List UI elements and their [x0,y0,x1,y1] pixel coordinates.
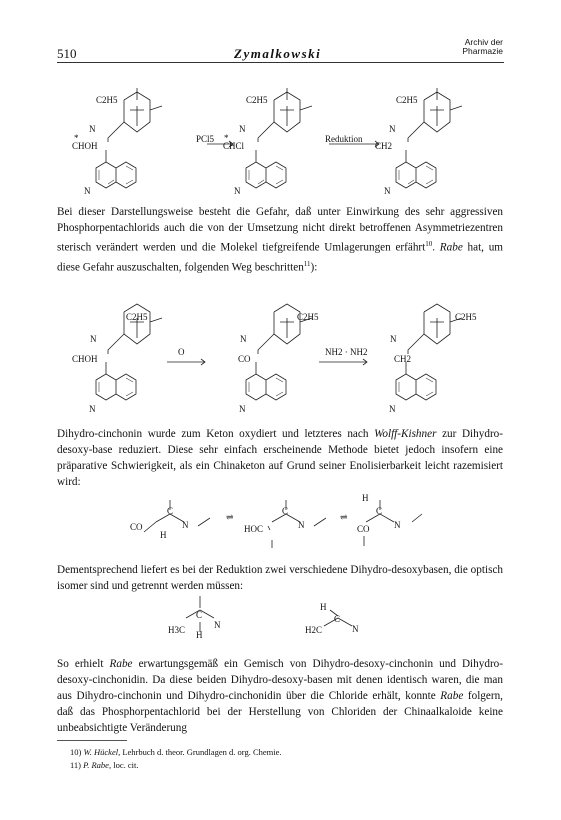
footnote-10 [70,746,282,758]
quinoline-n-2: N [234,186,241,196]
quinoline-n-3: N [384,186,391,196]
footnote-10-number: 10) [70,747,82,757]
paragraph-3 [57,562,503,594]
paragraph-3-text: Dementsprechend liefert es bei der Reduktion zwei verschiedene Dihydro-desoxybasen, die optisch isomer sind und getrennt werden müssen: [57,564,503,592]
mol1-substituent: CHOH [72,141,98,151]
s3-mid-c: C [282,506,289,516]
footnote-11 [70,759,138,771]
name-rabe: Rabe [439,241,463,254]
header-rule [57,62,504,63]
s2-mol2-substituent: CO [238,354,251,364]
s2-mol1-n: N [90,334,97,344]
mol1-ethyl: C2H5 [96,95,118,105]
quinoline-n-1: N [84,186,91,196]
journal-line-2: Pharmazie [462,46,503,56]
s4-left-h3c: H3C [168,625,186,635]
mol1-n: N [89,124,96,134]
name-wolff-kishner: Wolff-Kishner [374,428,437,440]
reaction-arrow-3 [167,359,205,365]
paragraph-2 [57,426,503,490]
s2-mol3-n: N [390,334,397,344]
s2-mol3-substituent: CH2 [394,354,412,364]
s3-right-c: C [376,506,383,516]
s3-mid-n: N [298,520,305,530]
mol3-n: N [389,124,396,134]
s2-mol1-ethyl: C2H5 [126,312,148,322]
paragraph-4-text-c: folgern, daß das Phosphorpentachlorid bei der Herstellung von Chloriden der Chinaalkaloide keine unbeabsichtigte Veränderung [57,690,503,734]
s4-left-h: H [196,630,203,640]
footnote-11-author: P. Rabe, [83,760,112,770]
s3-eq-2: ⇌ [340,512,348,522]
paragraph-1-text-d: ): [310,261,318,274]
paragraph-4-text-b: erwartungsgemäß ein Gemisch von Dihydro-desoxy-cinchonin und Dihydro-desoxy-cinchonidin. Da diese beiden Dihydro-desoxy-basen mit denen identisch waren, die man aus Dihydro-cinchonin und Dihydro-cinchonidin über die Chloride erhält, konnte [57,658,503,702]
scheme-3-structures [120,492,440,552]
s2-mol2-n: N [240,334,247,344]
s3-right-h: H [362,493,369,503]
journal-line-1: Archiv der [464,37,503,47]
scheme-2-structures [57,298,507,423]
s2-quinoline-n-3: N [389,404,396,414]
s4-left-n: N [214,620,221,630]
paragraph-4-text: So erhielt [57,658,110,670]
paragraph-1-text-b: . [432,241,440,254]
s4-right-h2c: H2C [305,625,323,635]
s2-mol1-substituent: CHOH [72,354,98,364]
running-author: Zymalkowski [234,46,322,61]
s3-eq-1: ⇌ [226,512,234,522]
footnote-11-number: 11) [70,760,82,770]
s2-quinoline-n-1: N [89,404,96,414]
page-number: 510 [57,46,77,61]
paragraph-2-text-b: zur Dihydro-desoxy-base reduziert. Diese sehr einfach erscheinende Methode bietet jedoch insofern eine präparative Schwierigkeit, als ein Chinaketon auf Grund seiner Enolisierbarkeit leicht razemisiert wird: [57,428,503,488]
asym-star-2: * [224,133,229,143]
s3-right-n: N [394,520,401,530]
s3-mid-hoc: HOC [244,524,264,534]
s4-left-c: C [196,610,203,620]
mol3-substituent: CH2 [375,141,393,151]
s3-left-co: CO [130,522,143,532]
s2-mol3-ethyl: C2H5 [455,312,477,322]
s3-left-c: C [167,506,174,516]
reagent-oxygen: O [178,347,185,357]
s4-right-c: C [334,614,341,624]
s4-right-h: H [320,602,327,612]
name-rabe-2: Rabe [109,658,133,670]
footnote-11-text: loc. cit. [111,760,139,770]
s3-right-co: CO [357,524,370,534]
s2-mol2-ethyl: C2H5 [297,312,319,322]
paragraph-1-text-c: hat, um diese Gefahr auszuschalten, folgenden Weg beschritten [57,241,503,274]
reagent-hydrazine: NH2 · NH2 [325,347,368,357]
name-rabe-3: Rabe [440,690,464,702]
s4-right-n: N [352,624,359,634]
footnote-10-author: W. Hückel, [83,747,121,757]
reaction-arrow-4 [319,359,367,365]
scheme-1-structures [57,78,507,208]
mol2-n: N [239,124,246,134]
paragraph-2-text: Dihydro-cinchonin wurde zum Keton oxydiert und letzteres nach [57,428,375,440]
footnote-rule [57,740,127,741]
paragraph-4 [57,656,503,736]
journal-name [462,38,503,56]
footnote-10-text: Lehrbuch d. theor. Grundlagen d. org. Chemie. [120,747,282,757]
mol3-ethyl: C2H5 [396,95,418,105]
ref-10: 10 [425,240,433,248]
paragraph-1 [57,204,503,275]
reagent-reduktion: Reduktion [325,134,363,144]
mol2-ethyl: C2H5 [246,95,268,105]
ref-11: 11 [303,259,311,268]
paragraph-1-text: Bei dieser Darstellungsweise besteht die Gefahr, daß unter Einwirkung des sehr aggressiven Phosphorpentachlorids auch die von der Umsetzung nicht direkt betroffenen Asymmetriezentren sterisch verändert werden und die Molekel tiefgreifende Umlagerungen erfährt [57,206,503,254]
scheme-4-structures [150,596,410,646]
s3-left-h: H [160,530,167,540]
s3-left-n: N [182,520,189,530]
reagent-pcl5: PCl5 [196,134,215,144]
asym-star-1: * [74,133,79,143]
s2-quinoline-n-2: N [239,404,246,414]
mol2-substituent: CHCl [223,141,245,151]
